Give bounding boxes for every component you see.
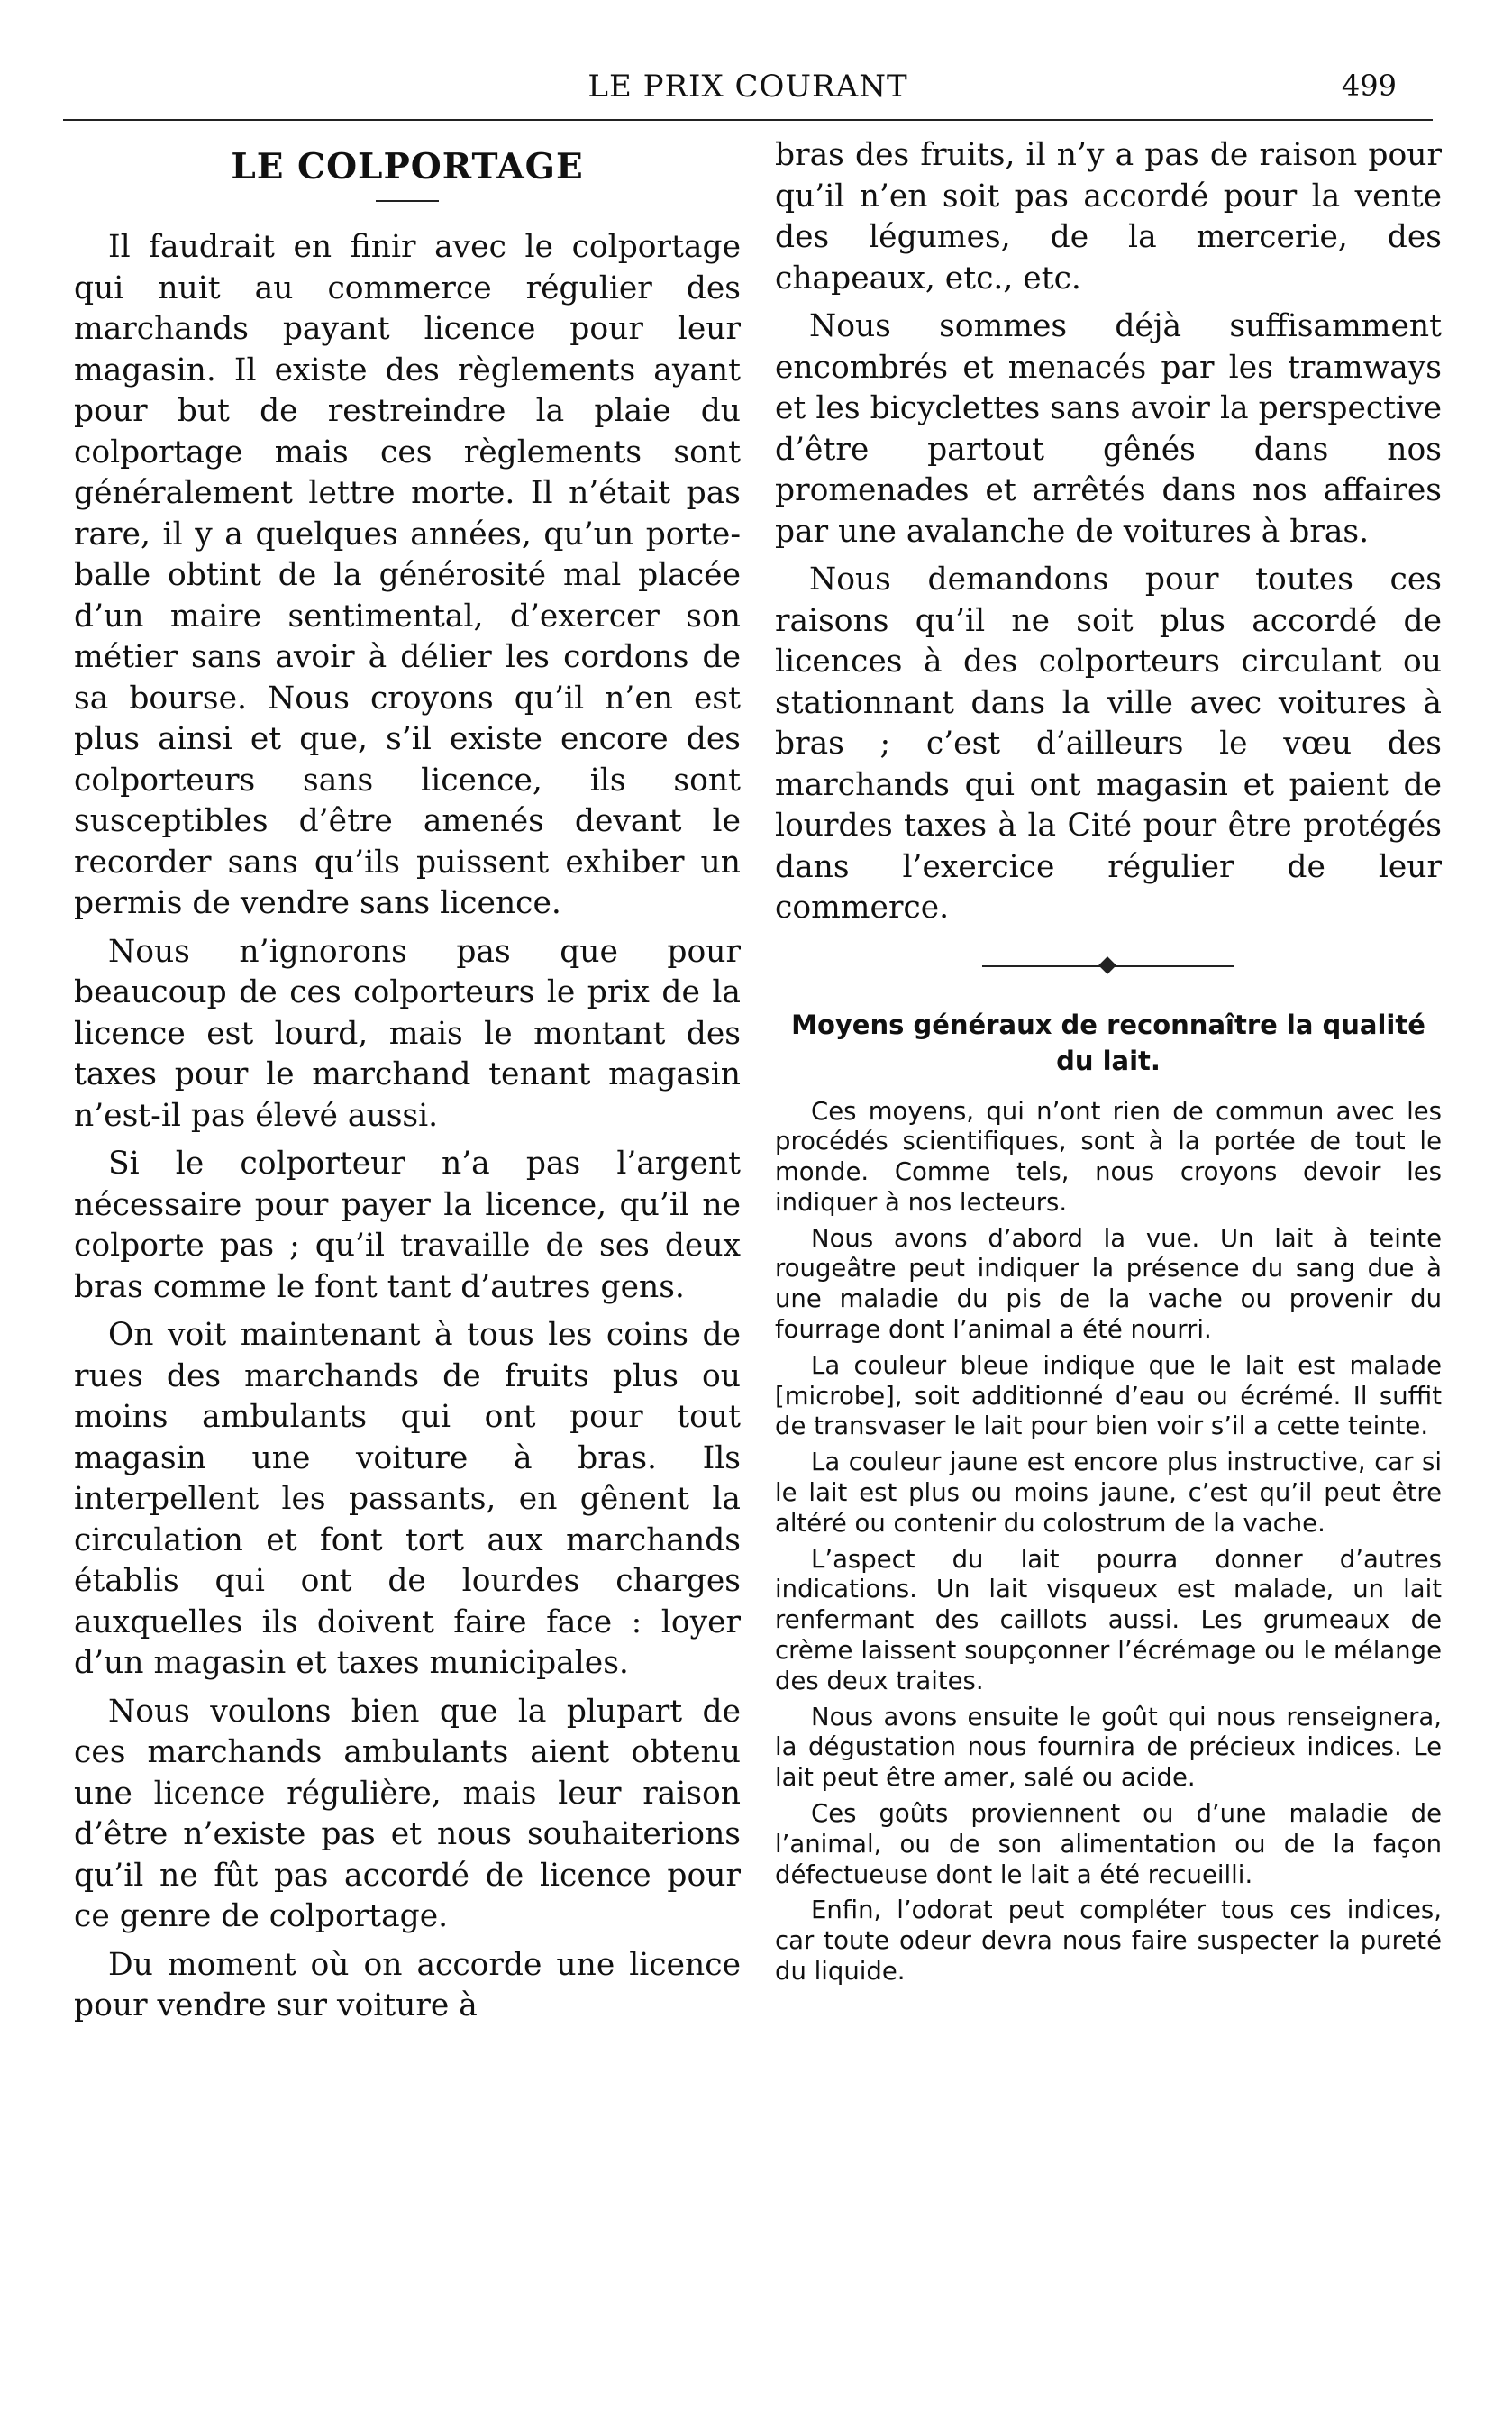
paragraph: Ces moyens, qui n’ont rien de commun avec les procédés scientifiques, sont à la portée de tout le monde. Comme tels, nous croyons devoir les indiquer à nos lecteurs.: [775, 1096, 1442, 1217]
article-title: LE COLPORTAGE: [231, 146, 584, 187]
page-header: [63, 63, 1433, 117]
right-column: [775, 135, 1442, 1993]
paragraph: La couleur jaune est encore plus instructive, car si le lait est plus ou moins jaune, c’est qu’il peut être altéré ou contenir du colostrum de la vache.: [775, 1448, 1442, 1538]
header-rule: [63, 119, 1433, 121]
paragraph: Il faudrait en finir avec le colportage qui nuit au commerce régulier des marchands payant licence pour leur magasin. Il existe des règlements ayant pour but de restreindre la plaie du colportage mais ces règlements sont généralement lettre morte. Il n’était pas rare, il y a quelques années, qu’un porte-balle obtint de la générosité mal placée d’un maire sentimental, d’exercer son métier sans avoir à délier les cordons de sa bourse. Nous croyons qu’il n’en est plus ainsi et que, s’il existe encore des colporteurs sans licence, ils sont susceptibles d’être amenés devant le recorder sans qu’ils puissent exhiber un permis de vendre sans licence.: [74, 229, 741, 921]
paragraph: L’aspect du lait pourra donner d’autres indications. Un lait visqueux est malade, un lait renfermant des caillots aussi. Les grumeaux de crème laissent soupçonner l’écrémage ou le mélange des deux traites.: [775, 1544, 1442, 1695]
second-article-title: Moyens généraux de reconnaître la qualité du lait.: [791, 1009, 1425, 1076]
paragraph: Ces goûts proviennent ou d’une maladie de l’animal, ou de son alimentation ou de la façon défectueuse dont le lait a été recueilli.: [775, 1799, 1442, 1889]
left-column: [74, 135, 741, 2034]
running-title: LE PRIX COURANT: [587, 69, 908, 105]
page-number: 499: [1341, 69, 1397, 103]
paragraph: Si le colporteur n’a pas l’argent nécessaire pour payer la licence, qu’il ne colporte pas ; qu’il travaille de ses deux bras comme le font tant d’autres gens.: [74, 1146, 741, 1305]
paragraph: Nous avons d’abord la vue. Un lait à teinte rougeâtre peut indiquer la présence du sang due à une maladie du pis de la vache ou provenir du fourrage dont l’animal a été nourri.: [775, 1223, 1442, 1345]
paragraph: Nous voulons bien que la plupart de ces marchands ambulants aient obtenu une licence régulière, mais leur raison d’être n’existe pas et nous souhaiterions qu’il ne fût pas accordé de licence pour ce genre de colportage.: [74, 1693, 741, 1934]
paragraph-continued: bras des fruits, il n’y a pas de raison pour qu’il n’en soit pas accordé pour la vente des légumes, de la mercerie, des chapeaux, etc., etc.: [775, 137, 1442, 297]
diamond-ornament-icon: [1098, 956, 1116, 974]
paragraph: Nous avons ensuite le goût qui nous renseignera, la dégustation nous fournira de précieux indices. Le lait peut être amer, salé ou acide.: [775, 1702, 1442, 1793]
paragraph: Nous demandons pour toutes ces raisons qu’il ne soit plus accordé de licences à des colporteurs circulant ou stationnant dans la ville avec voitures à bras ; c’est d’ailleurs le vœu des marchands qui ont magasin et paient de lourdes taxes à la Cité pour être protégés dans l’exercice régulier de leur commerce.: [775, 562, 1442, 926]
section-ornament: [982, 962, 1234, 971]
title-rule: [376, 200, 439, 202]
paragraph: La couleur bleue indique que le lait est malade [microbe], soit additionné d’eau ou écrémé. Il suffit de transvaser le lait pour bien voir s’il a cette teinte.: [775, 1350, 1442, 1441]
paragraph: Du moment où on accorde une licence pour vendre sur voiture à: [74, 1946, 741, 2024]
paragraph: On voit maintenant à tous les coins de rues des marchands de fruits plus ou moins ambulants qui ont pour tout magasin une voiture à bras. Ils interpellent les passants, en gênent la circulation et font tort aux marchands établis qui ont de lourdes charges auxquelles ils doivent faire face : loyer d’un magasin et taxes municipales.: [74, 1317, 741, 1681]
paragraph: Nous n’ignorons pas que pour beaucoup de ces colporteurs le prix de la licence est lourd, mais le montant des taxes pour le marchand tenant magasin n’est-il pas élevé aussi.: [74, 933, 741, 1134]
paragraph: Enfin, l’odorat peut compléter tous ces indices, car toute odeur devra nous faire suspecter la pureté du liquide.: [775, 1896, 1442, 1987]
paragraph: Nous sommes déjà suffisamment encombrés et menacés par les tramways et les bicyclettes sans avoir la perspective d’être partout gênés dans nos promenades et arrêtés dans nos affaires par une avalanche de voitures à bras.: [775, 308, 1442, 550]
